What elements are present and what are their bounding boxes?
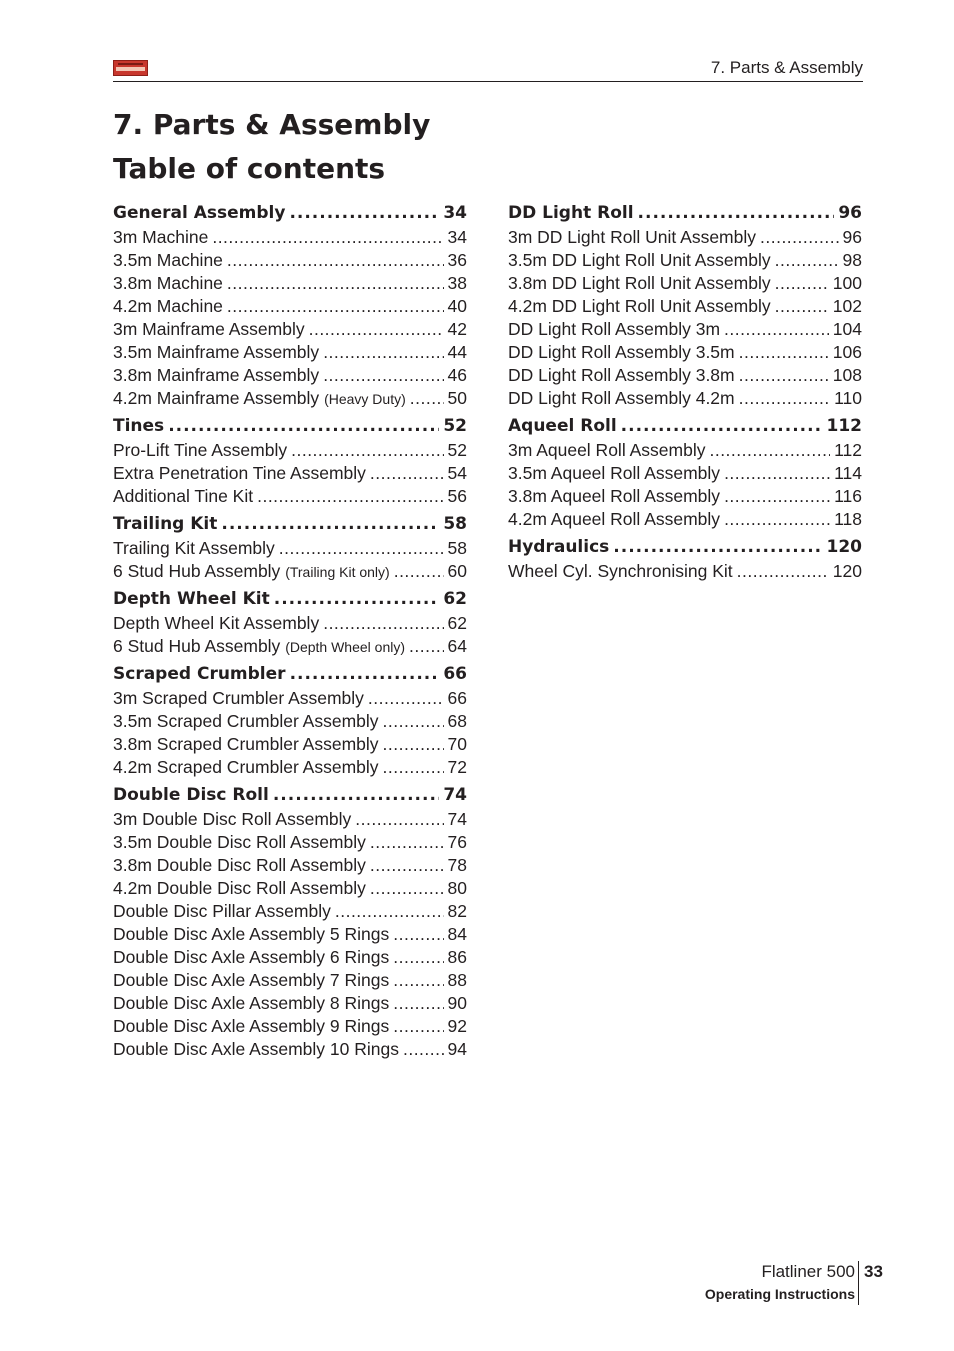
entry-label: 3.8m DD Light Roll Unit Assembly [508,273,771,293]
entry-label: 3.5m Scraped Crumbler Assembly [113,711,379,731]
toc-entry[interactable] [113,900,467,923]
toc-entry[interactable] [113,364,467,387]
page-number: 33 [864,1262,883,1281]
entry-label: 3.5m Mainframe Assembly [113,342,320,362]
section-page: 62 [443,589,467,609]
entry-page: 54 [447,463,467,483]
toc-entry[interactable] [113,923,467,946]
entry-page: 72 [447,757,467,777]
dot-leader [403,1038,444,1061]
dot-leader [274,587,440,612]
entry-page: 44 [447,342,467,362]
dot-leader [393,1015,443,1038]
toc-entry[interactable] [113,808,467,831]
toc-entry[interactable] [508,508,862,531]
toc-entry[interactable] [113,537,467,560]
toc-entry[interactable] [508,485,862,508]
dot-leader [355,808,443,831]
entry-page: 90 [447,993,467,1013]
entry-page: 106 [832,342,862,362]
toc-entry[interactable] [113,969,467,992]
entry-page: 116 [834,486,862,506]
section-page: 96 [838,203,862,223]
toc-entry[interactable] [508,295,862,318]
toc-entry[interactable] [113,831,467,854]
entry-page: 76 [447,832,467,852]
entry-label: Double Disc Axle Assembly 7 Rings [113,970,390,990]
dot-leader [393,992,443,1015]
dot-leader [724,485,830,508]
entry-page: 34 [447,227,467,247]
toc-section-heading[interactable] [113,783,467,808]
entry-label: Double Disc Axle Assembly 8 Rings [113,993,390,1013]
dot-leader [760,226,839,249]
toc-section-heading[interactable] [113,587,467,612]
dot-leader [724,318,829,341]
dot-leader [309,318,444,341]
entry-label: Wheel Cyl. Synchronising Kit [508,561,733,581]
toc-entry[interactable] [113,295,467,318]
section-page: 66 [443,664,467,684]
dot-leader [410,387,444,410]
dot-leader [383,733,444,756]
section-page: 120 [826,537,862,557]
entry-page: 98 [842,250,862,270]
toc-section [113,587,467,658]
toc-entry[interactable] [113,635,467,658]
footer-product: Flatliner 500 [761,1262,855,1281]
toc-entry[interactable] [113,462,467,485]
dot-leader [739,364,829,387]
dot-leader [383,756,444,779]
toc-entry[interactable] [113,854,467,877]
entry-page: 38 [447,273,467,293]
entry-label: Double Disc Axle Assembly 9 Rings [113,1016,390,1036]
entry-label: 4.2m Scraped Crumbler Assembly [113,757,379,777]
toc-entry[interactable] [113,733,467,756]
entry-page: 58 [447,538,467,558]
toc-section [508,535,862,583]
toc-section [508,201,862,410]
toc-entry[interactable] [113,249,467,272]
entry-label: 3.8m Machine [113,273,223,293]
entry-label: DD Light Roll Assembly 3.8m [508,365,735,385]
dot-leader [393,923,443,946]
dot-leader [737,560,829,583]
toc-column-left [113,201,467,1065]
entry-label: Double Disc Pillar Assembly [113,901,331,921]
entry-page: 64 [447,636,467,656]
entry-page: 108 [832,365,862,385]
entry-page: 92 [447,1016,467,1036]
dot-leader [393,969,443,992]
entry-page: 56 [447,486,467,506]
page-title: 7. Parts & Assembly [113,108,431,141]
section-title: Trailing Kit [113,514,218,534]
section-title: Depth Wheel Kit [113,589,270,609]
entry-page: 62 [447,613,467,633]
toc-entry[interactable] [113,272,467,295]
entry-label: 3.5m DD Light Roll Unit Assembly [508,250,771,270]
toc-section [113,414,467,508]
toc-entry[interactable] [113,1015,467,1038]
dot-leader [227,249,444,272]
toc-section-heading[interactable] [113,662,467,687]
toc-entry[interactable] [508,462,862,485]
dot-leader [289,201,439,226]
footer-divider [858,1261,859,1305]
toc-section-heading[interactable] [113,201,467,226]
section-page: 74 [443,785,467,805]
toc-entry[interactable] [508,341,862,364]
entry-page: 78 [447,855,467,875]
section-title: Scraped Crumbler [113,664,286,684]
entry-page: 118 [834,509,862,529]
entry-label: 6 Stud Hub Assembly (Trailing Kit only) [113,561,390,581]
toc-entry[interactable] [508,249,862,272]
toc-entry[interactable] [113,485,467,508]
entry-label: Double Disc Axle Assembly 5 Rings [113,924,390,944]
entry-page: 68 [447,711,467,731]
entry-note: (Heavy Duty) [324,391,406,407]
toc-section [113,783,467,1061]
entry-label: Extra Penetration Tine Assembly [113,463,366,483]
section-title: DD Light Roll [508,203,634,223]
toc-entry[interactable] [113,318,467,341]
dot-leader [257,485,443,508]
brand-logo [113,60,148,76]
dot-leader [323,612,443,635]
toc-entry[interactable] [113,560,467,583]
entry-label: 4.2m Machine [113,296,223,316]
entry-page: 42 [447,319,467,339]
dot-leader [638,201,835,226]
toc-entry[interactable] [508,364,862,387]
toc-column-right [508,201,862,587]
toc-section-heading[interactable] [508,414,862,439]
dot-leader [370,877,444,900]
section-page: 58 [443,514,467,534]
dot-leader [323,341,443,364]
entry-page: 36 [447,250,467,270]
entry-page: 60 [447,561,467,581]
toc-section [113,662,467,779]
toc-entry[interactable] [113,439,467,462]
entry-page: 96 [842,227,862,247]
toc-entry[interactable] [113,341,467,364]
toc-entry[interactable] [113,687,467,710]
dot-leader [168,414,439,439]
toc-entry[interactable] [113,756,467,779]
entry-label: Trailing Kit Assembly [113,538,275,558]
toc-section-heading[interactable] [113,414,467,439]
toc-title: Table of contents [113,152,386,185]
entry-label: 4.2m DD Light Roll Unit Assembly [508,296,771,316]
entry-page: 104 [832,319,862,339]
dot-leader [621,414,823,439]
toc-entry[interactable] [508,439,862,462]
entry-label: 3.5m Machine [113,250,223,270]
toc-section [508,414,862,531]
entry-label: Depth Wheel Kit Assembly [113,613,320,633]
entry-label: 3m Aqueel Roll Assembly [508,440,706,460]
dot-leader [323,364,443,387]
toc-entry[interactable] [113,1038,467,1061]
entry-page: 120 [832,561,862,581]
toc-section-heading[interactable] [113,512,467,537]
entry-note: (Trailing Kit only) [285,564,390,580]
section-page: 52 [443,416,467,436]
dot-leader [394,560,444,583]
dot-leader [370,854,444,877]
entry-page: 88 [447,970,467,990]
entry-label: DD Light Roll Assembly 3m [508,319,721,339]
toc-entry[interactable] [113,946,467,969]
entry-page: 74 [447,809,467,829]
section-page: 112 [826,416,862,436]
toc-section-heading[interactable] [508,201,862,226]
dot-leader [291,439,443,462]
entry-note: (Depth Wheel only) [285,639,406,655]
entry-page: 70 [447,734,467,754]
dot-leader [383,710,444,733]
dot-leader [775,295,829,318]
dot-leader [212,226,443,249]
section-page: 34 [443,203,467,223]
toc-section [113,512,467,583]
section-title: Tines [113,416,165,436]
entry-label: 3m Machine [113,227,209,247]
entry-label: 4.2m Aqueel Roll Assembly [508,509,721,529]
dot-leader [221,512,439,537]
entry-label: 3.5m Aqueel Roll Assembly [508,463,721,483]
entry-label: 3m DD Light Roll Unit Assembly [508,227,756,247]
entry-page: 84 [447,924,467,944]
dot-leader [739,341,829,364]
entry-label: 3.8m Mainframe Assembly [113,365,320,385]
dot-leader [724,462,830,485]
entry-label: Additional Tine Kit [113,486,254,506]
dot-leader [227,295,444,318]
dot-leader [370,831,444,854]
toc-entry[interactable] [508,226,862,249]
footer-subtitle: Operating Instructions [704,1286,855,1302]
entry-page: 114 [834,463,862,483]
entry-label: 3m Scraped Crumbler Assembly [113,688,364,708]
dot-leader [279,537,444,560]
section-title: Hydraulics [508,537,610,557]
entry-label: 3m Mainframe Assembly [113,319,305,339]
entry-label: 3m Double Disc Roll Assembly [113,809,352,829]
entry-label: DD Light Roll Assembly 4.2m [508,388,735,408]
entry-page: 112 [834,440,862,460]
dot-leader [290,662,440,687]
entry-page: 52 [447,440,467,460]
section-title: Double Disc Roll [113,785,269,805]
toc-entry[interactable] [113,226,467,249]
toc-section [113,201,467,410]
entry-page: 100 [832,273,862,293]
toc-entry[interactable] [508,318,862,341]
dot-leader [227,272,444,295]
entry-label: 4.2m Mainframe Assembly (Heavy Duty) [113,388,406,408]
dot-leader [393,946,443,969]
dot-leader [370,462,444,485]
entry-page: 102 [832,296,862,316]
entry-label: DD Light Roll Assembly 3.5m [508,342,735,362]
entry-label: 4.2m Double Disc Roll Assembly [113,878,366,898]
dot-leader [368,687,444,710]
entry-label: 3.8m Aqueel Roll Assembly [508,486,721,506]
dot-leader [775,272,829,295]
entry-page: 86 [447,947,467,967]
page-header [113,54,863,82]
dot-leader [613,535,822,560]
entry-label: Pro-Lift Tine Assembly [113,440,288,460]
toc-entry[interactable] [113,877,467,900]
section-title: General Assembly [113,203,286,223]
dot-leader [409,635,444,658]
entry-page: 82 [447,901,467,921]
header-title: 7. Parts & Assembly [710,58,863,77]
dot-leader [739,387,830,410]
dot-leader [709,439,830,462]
toc-entry[interactable] [113,387,467,410]
toc-entry[interactable] [113,612,467,635]
entry-page: 40 [447,296,467,316]
entry-page: 50 [447,388,467,408]
entry-page: 110 [834,388,862,408]
section-title: Aqueel Roll [508,416,617,436]
entry-label: Double Disc Axle Assembly 10 Rings [113,1039,399,1059]
toc-entry[interactable] [113,992,467,1015]
entry-page: 94 [447,1039,467,1059]
dot-leader [724,508,830,531]
entry-label: Double Disc Axle Assembly 6 Rings [113,947,390,967]
entry-page: 66 [447,688,467,708]
dot-leader [335,900,444,923]
dot-leader [273,783,440,808]
toc-entry[interactable] [508,560,862,583]
toc-entry[interactable] [508,272,862,295]
entry-label: 3.8m Scraped Crumbler Assembly [113,734,379,754]
dot-leader [775,249,839,272]
entry-label: 3.8m Double Disc Roll Assembly [113,855,366,875]
entry-label: 6 Stud Hub Assembly (Depth Wheel only) [113,636,406,656]
entry-page: 80 [447,878,467,898]
toc-entry[interactable] [113,710,467,733]
entry-label: 3.5m Double Disc Roll Assembly [113,832,366,852]
entry-page: 46 [447,365,467,385]
toc-section-heading[interactable] [508,535,862,560]
toc-entry[interactable] [508,387,862,410]
